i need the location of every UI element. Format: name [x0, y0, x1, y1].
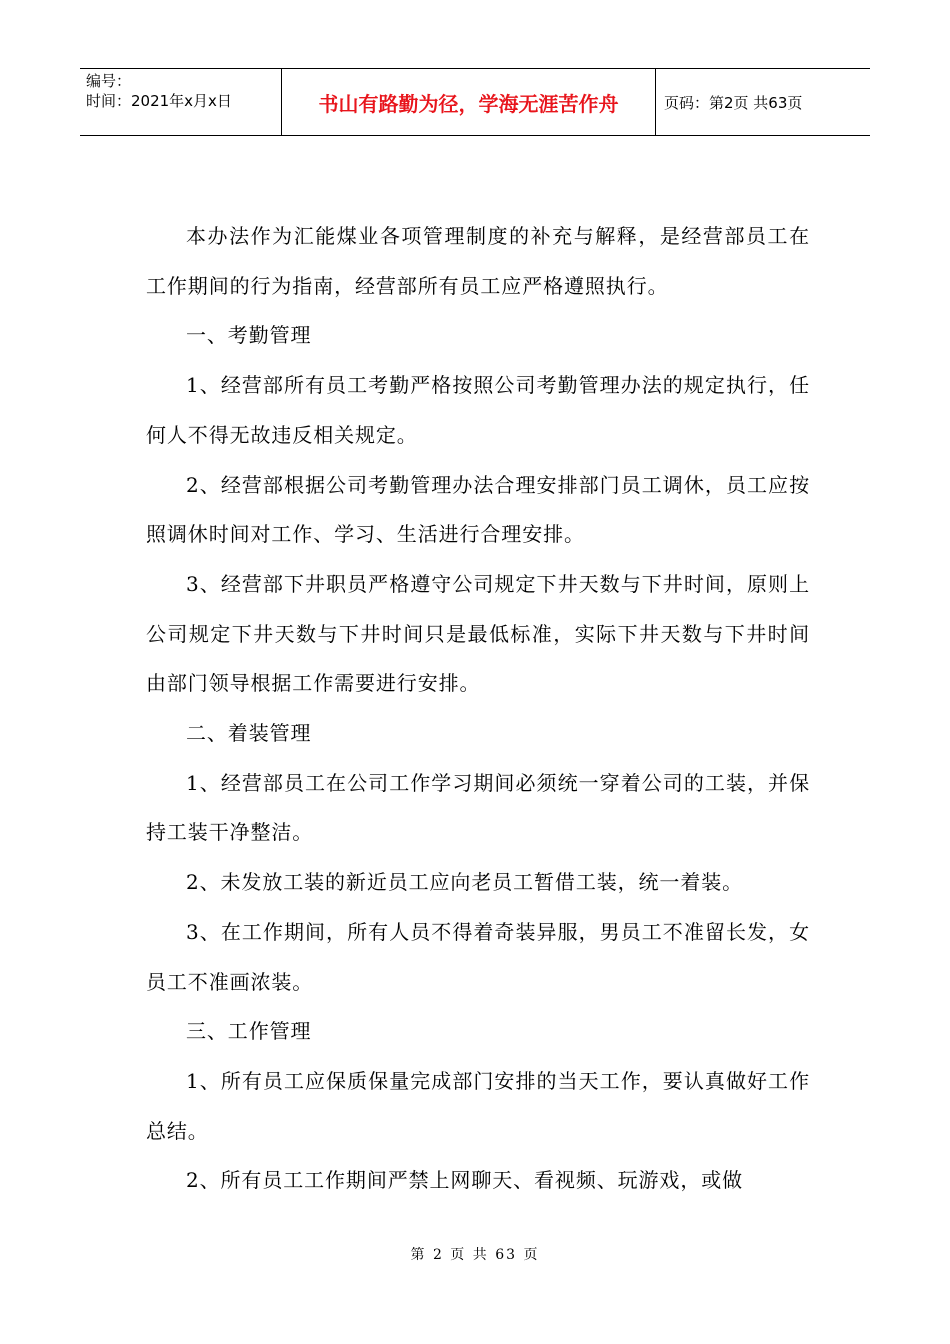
time-label: 时间：2021年x月x日 — [86, 92, 232, 110]
attendance-item-1: 1、经营部所有员工考勤严格按照公司考勤管理办法的规定执行，任何人不得无故违反相关规定。 — [146, 373, 810, 447]
header-divider-right — [655, 68, 656, 135]
section-heading-dress: 二、着装管理 — [186, 721, 312, 746]
dress-item-3: 3、在工作期间，所有人员不得着奇装异服，男员工不准留长发，女员工不准画浓装。 — [146, 919, 810, 994]
header-bottom-rule — [80, 135, 870, 136]
attendance-item-3: 3、经营部下井职员严格遵守公司规定下井天数与下井时间，原则上公司规定下井天数与下井时间只是最低标准，实际下井天数与下井时间由部门领导根据工作需要进行安排。 — [146, 571, 810, 696]
document-body — [146, 212, 810, 1206]
section-heading-work: 三、工作管理 — [186, 1019, 312, 1044]
work-item-2: 2、所有员工工作期间严禁上网聊天、看视频、玩游戏，或做 — [186, 1168, 744, 1193]
header-page-info: 页码：第2页 共63页 — [664, 94, 803, 112]
header-motto: 书山有路勤为径，学海无涯苦作舟 — [318, 92, 619, 116]
page-footer: 第 2 页 共 63 页 — [410, 1247, 540, 1263]
work-item-1: 1、所有员工应保质保量完成部门安排的当天工作，要认真做好工作总结。 — [146, 1068, 810, 1143]
doc-number-label: 编号： — [86, 72, 132, 90]
dress-item-2: 2、未发放工装的新近员工应向老员工暂借工装，统一着装。 — [186, 870, 744, 895]
header-top-rule — [80, 68, 870, 69]
dress-item-1: 1、经营部员工在公司工作学习期间必须统一穿着公司的工装，并保持工装干净整洁。 — [146, 770, 810, 845]
intro-paragraph: 本办法作为汇能煤业各项管理制度的补充与解释，是经营部员工在工作期间的行为指南，经营部所有员工应严格遵照执行。 — [146, 224, 810, 298]
attendance-item-2: 2、经营部根据公司考勤管理办法合理安排部门员工调休，员工应按照调休时间对工作、学习、生活进行合理安排。 — [146, 472, 810, 547]
section-heading-attendance: 一、考勤管理 — [186, 323, 312, 348]
